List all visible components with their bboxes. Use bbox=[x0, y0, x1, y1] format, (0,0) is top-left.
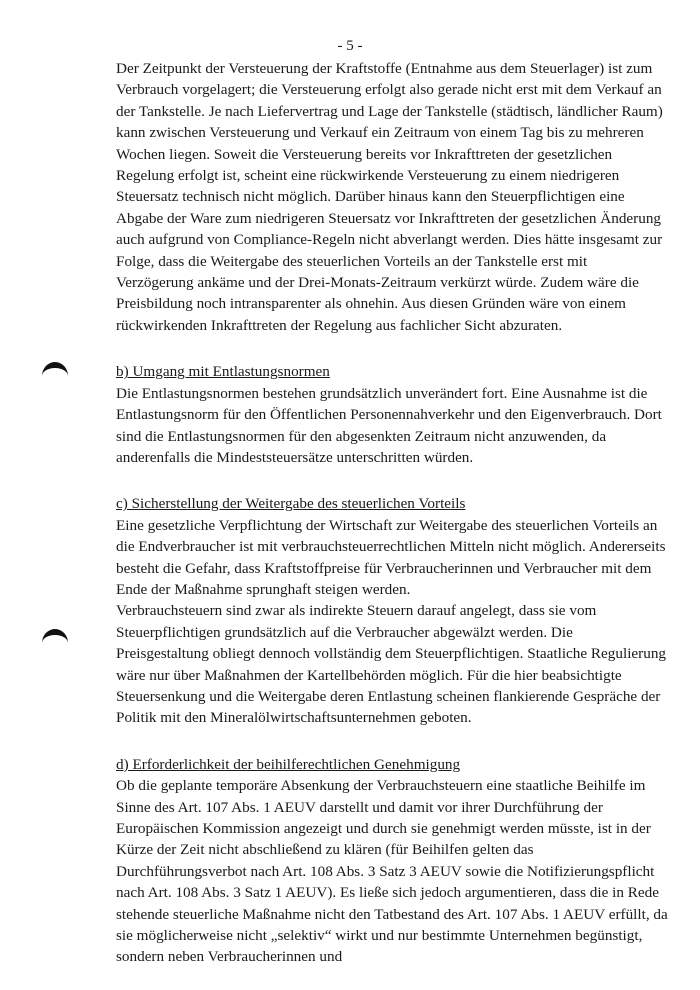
section-d-paragraph: Ob die geplante temporäre Absenkung der Verbrauchsteuern eine staatliche Beihilfe im Sinne des Art. 107 Abs. 1 AEUV darstellt und damit vor ihrer Durchführung der Europäischen Kommission angezeigt und durch sie genehmigt werden müsste, ist in der Kürze der Zeit nicht abschließend zu klären (für Beihilfen gelten das Durchführungsverbot nach Art. 108 Abs. 3 Satz 3 AEUV sowie die Notifizierungspflicht nach Art. 108 Abs. 3 Satz 1 AEUV). Es ließe sich jedoch argumentieren, dass die in Rede stehende steuerliche Maßnahme nicht den Tatbestand des Art. 107 Abs. 1 AEUV erfüllt, da sie möglicherweise nicht „selektiv“ wirkt und nur bestimmte Unternehmen begünstigt, sondern neben Verbraucherinnen und bbox=[116, 777, 668, 966]
section-c-paragraph-2: Verbrauchsteuern sind zwar als indirekte Steuern darauf angelegt, dass sie vom Steuerpflichtigen grundsätzlich auf die Verbraucher abgewälzt werden. Die Preisgestaltung obliegt dennoch vollständig dem Steuerpflichtigen. Staatliche Regulierung wäre nur über Maßnahmen der Kartellbehörden möglich. Für die hier beabsichtigte Steuersenkung und die Weitergabe deren Entlastung scheinen flankierende Gespräche der Politik mit den Mineralölwirtschaftsunternehmen geboten. bbox=[116, 602, 667, 727]
margin-mark-1 bbox=[42, 362, 68, 376]
document-body bbox=[116, 58, 668, 968]
intro-paragraph: Der Zeitpunkt der Versteuerung der Kraftstoffe (Entnahme aus dem Steuerlager) ist zum Verbrauch vorgelagert; die Versteuerung erfolgt also gerade nicht erst mit dem Verkauf an der Tankstelle. Je nach Liefervertrag und Lage der Tankstelle (städtisch, ländlicher Raum) kann zwischen Versteuerung und Verkauf ein Zeitraum von einem Tag bis zu mehreren Wochen liegen. Soweit die Versteuerung bereits vor Inkrafttreten der gesetzlichen Regelung erfolgt ist, scheint eine rückwirkende Versteuerung zu einem niedrigeren Steuersatz technisch nicht möglich. Darüber hinaus kann den Steuerpflichtigen eine Abgabe der Ware zum niedrigeren Steuersatz vor Inkrafttreten der gesetzlichen Änderung auch aufgrund von Compliance-Regeln nicht abverlangt werden. Dies hätte insgesamt zur Folge, dass die Weitergabe des steuerlichen Vorteils an der Tankstelle erst mit Verzögerung ankäme und der Drei-Monats-Zeitraum verkürzt würde. Zudem wäre die Preisbildung noch intransparenter als ohnehin. Aus diesen Gründen wäre von einem rückwirkenden Inkrafttreten der Regelung aus fachlicher Sicht abzuraten. bbox=[116, 60, 663, 334]
margin-mark-2 bbox=[42, 629, 68, 643]
section-c-paragraph-1: Eine gesetzliche Verpflichtung der Wirtschaft zur Weitergabe des steuerlichen Vorteils an die Endverbraucher ist mit verbrauchsteuerrechtlichen Mitteln nicht möglich. Andererseits besteht die Gefahr, dass Kraftstoffpreise für Verbraucherinnen und Verbraucher mit dem Ende der Maßnahme sprunghaft steigen werden. bbox=[116, 516, 666, 598]
section-b-paragraph: Die Entlastungsnormen bestehen grundsätzlich unverändert fort. Eine Ausnahme ist die Entlastungsnorm für den Öffentlichen Personennahverkehr und den Eigenverbrauch. Dort sind die Entlastungsnormen für den abgesenkten Zeitraum nicht anzuwenden, da anderenfalls die Mindeststeuersätze unterschritten würden. bbox=[116, 384, 662, 466]
section-heading-d: d) Erforderlichkeit der beihilferechtlichen Genehmigung bbox=[116, 755, 461, 773]
page-number: - 5 - bbox=[337, 38, 363, 54]
section-heading-c: c) Sicherstellung der Weitergabe des steuerlichen Vorteils bbox=[116, 495, 466, 513]
section-heading-b: b) Umgang mit Entlastungsnormen bbox=[116, 363, 330, 381]
